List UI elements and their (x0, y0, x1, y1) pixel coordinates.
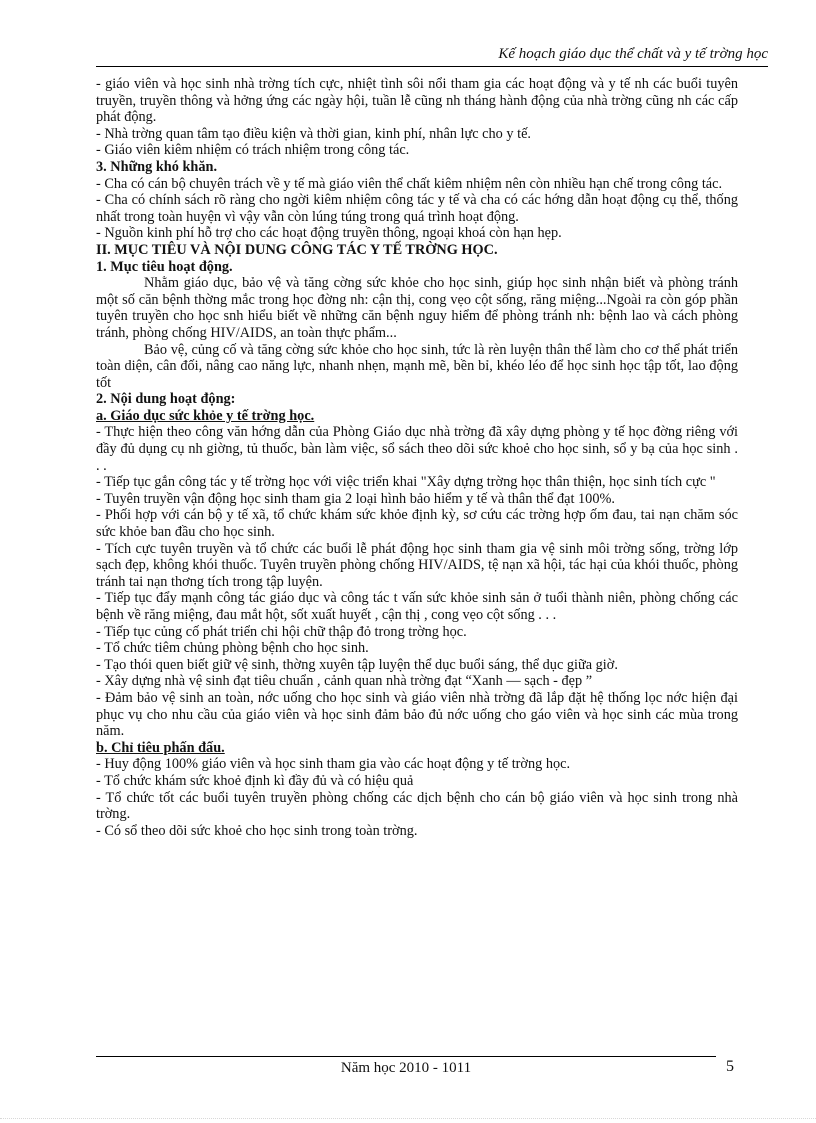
document-body (96, 76, 738, 839)
paragraph: - Tạo thói quen biết giữ vệ sinh, thờng xuyên tập luyện thể dục buổi sáng, thể dục giữa giờ. (96, 656, 618, 673)
section-heading: II. MỤC TIÊU VÀ NỘI DUNG CÔNG TÁC Y TẾ TRỜNG HỌC. (96, 241, 498, 258)
paragraph: - Thực hiện theo công văn hớng dẫn của Phòng Giáo dục nhà trờng đã xây dựng phòng y tế học đờng riêng với đầy đủ dụng cụ nh giờng, tủ thuốc, bàn làm việc, sổ sách theo dõi sức khoẻ cho học sinh, sổ y bạ của học sinh . . . (96, 424, 738, 474)
paragraph: - Phối hợp với cán bộ y tế xã, tổ chức khám sức khỏe định kỳ, sơ cứu các trờng hợp ốm đau, tai nạn chăm sóc sức khỏe ban đầu cho học sinh. (96, 507, 738, 541)
subsection-heading: a. Giáo dục sức khỏe y tế trờng học. (96, 407, 315, 424)
paragraph: - Tiếp tục củng cố phát triển chi hội chữ thập đỏ trong trờng học. (96, 623, 467, 640)
page-header (96, 44, 768, 67)
paragraph: Nhằm giáo dục, bảo vệ và tăng cờng sức khỏe cho học sinh, giúp học sinh nhận biết và phòng tránh một số căn bệnh thờng mắc trong học đờng nh: cận thị, cong vẹo cột sống, răng miệng...Ngoài ra còn góp phần tuyên truyền cho học snh hiểu biết về những căn bệnh nguy hiểm để phòng tránh nh: bệnh lao và cách phòng tránh, phòng chống HIV/AIDS, an toàn thực phẩm... (96, 275, 738, 341)
page-number: 5 (726, 1058, 734, 1075)
paragraph: - Tiếp tục đẩy mạnh công tác giáo dục và công tác t vấn sức khỏe sinh sản ở tuổi thành niên, phòng chống các bệnh về răng miệng, đau mắt hột, sốt xuất huyết , cận thị , cong vẹo cột sống . . . (96, 590, 738, 623)
section-heading: 3. Những khó khăn. (96, 158, 218, 175)
paragraph: - Cha có chính sách rõ ràng cho ngời kiêm nhiệm công tác y tế và cha có các hớng dẫn hoạt động cụ thể, thống nhất trong toàn huyện vì vậy vẫn còn lúng túng trong quá trình hoạt động. (96, 192, 738, 225)
paragraph: - Tiếp tục gắn công tác y tế trờng học với việc triển khai "Xây dựng trờng học thân thiện, học sinh tích cực " (96, 474, 716, 491)
subsection-heading: b. Chỉ tiêu phấn đấu. (96, 739, 225, 756)
paragraph: - Huy động 100% giáo viên và học sinh tham gia vào các hoạt động y tế trờng học. (96, 756, 571, 773)
paragraph: - Giáo viên kiêm nhiệm có trách nhiệm trong công tác. (96, 142, 410, 159)
paragraph: - Nguồn kinh phí hỗ trợ cho các hoạt động truyền thông, ngoại khoá còn hạn hẹp. (96, 225, 562, 242)
paragraph: - Tổ chức tốt các buổi tuyên truyền phòng chống các dịch bệnh cho cán bộ giáo viên và học sinh trong nhà trờng. (96, 789, 738, 823)
page-edge (0, 1118, 816, 1119)
paragraph: - Có sổ theo dõi sức khoẻ cho học sinh trong toàn trờng. (96, 822, 418, 839)
paragraph: - Tổ chức khám sức khoẻ định kì đầy đủ và có hiệu quả (96, 772, 414, 789)
footer-school-year: Năm học 2010 - 1011 (340, 1060, 472, 1076)
paragraph: - giáo viên và học sinh nhà trờng tích cực, nhiệt tình sôi nổi tham gia các hoạt động và y tế nh các buổi tuyên truyền, truyền thông và hởng ứng các ngày hội, tuần lễ cũng nh tháng hành động của nhà trờng cũng nh các cấp phát động. (96, 76, 738, 126)
paragraph: - Xây dựng nhà vệ sinh đạt tiêu chuẩn , cảnh quan nhà trờng đạt “Xanh — sạch - đẹp ” (96, 673, 593, 690)
paragraph: - Tổ chức tiêm chủng phòng bệnh cho học sinh. (96, 640, 369, 657)
section-heading: 2. Nội dung hoạt động: (96, 391, 236, 408)
paragraph: - Tuyên truyền vận động học sinh tham gia 2 loại hình bảo hiểm y tế và thân thể đạt 100%. (96, 490, 615, 507)
paragraph: - Đảm bảo vệ sinh an toàn, nớc uống cho học sinh và giáo viên nhà trờng đã lắp đặt hệ thống lọc nớc hiện đại phục vụ cho nhu cầu của giáo viên và học sinh đảm bảo đủ nớc uống cho gáo viên và học sinh các mùa trong năm. (96, 689, 738, 740)
paragraph: - Tích cực tuyên truyền và tổ chức các buổi lễ phát động học sinh tham gia vệ sinh môi trờng sống, trờng lớp sạch đẹp, không khói thuốc. Tuyên truyền phòng chống HIV/AIDS, tệ nạn xã hội, tác hại của khói thuốc, phòng tránh tai nạn thơng tích trong tập luyện. (96, 540, 738, 590)
paragraph: - Nhà trờng quan tâm tạo điều kiện và thời gian, kinh phí, nhân lực cho y tế. (96, 125, 531, 142)
section-heading: 1. Mục tiêu hoạt động. (96, 258, 233, 275)
paragraph: Bảo vệ, củng cố và tăng cờng sức khỏe cho học sinh, tức là rèn luyện thân thể làm cho cơ thể phát triển toàn diện, cân đối, nâng cao năng lực, nhanh nhẹn, mạnh mẽ, bền bỉ, khéo léo để học sinh học tập tốt, lao động tốt (96, 341, 738, 391)
footer-divider (96, 1056, 716, 1057)
header-title: Kế hoạch giáo dục thể chất và y tế trờng học (498, 46, 768, 62)
paragraph: - Cha có cán bộ chuyên trách về y tế mà giáo viên thể chất kiêm nhiệm nên còn nhiều hạn chế trong công tác. (96, 175, 723, 192)
